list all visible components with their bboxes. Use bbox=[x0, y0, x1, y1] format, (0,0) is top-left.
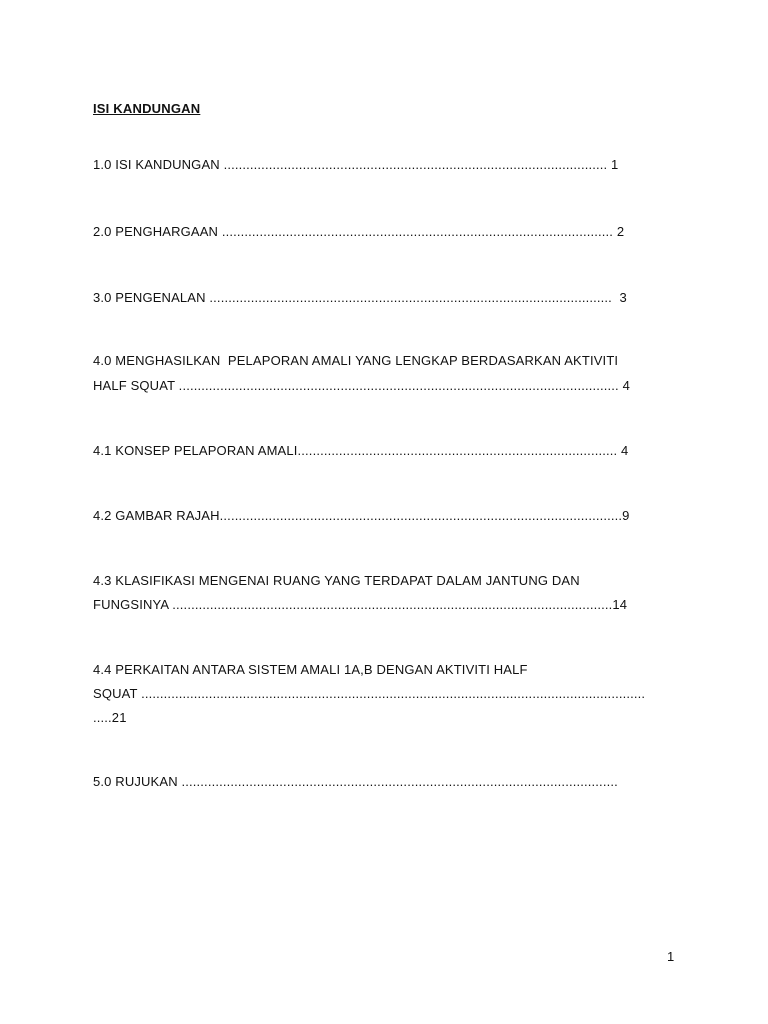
toc-entry-2-0: 2.0 PENGHARGAAN ........................................................................................................ 2 bbox=[93, 224, 625, 239]
toc-entry-4-0-line-2: HALF SQUAT ..................................................................................................................... 4 bbox=[93, 378, 630, 393]
toc-entry-4-2: 4.2 GAMBAR RAJAH...........................................................................................................9 bbox=[93, 508, 630, 523]
toc-entry-4-4-line-3: .....21 bbox=[93, 710, 127, 725]
toc-entry-4-4-line-1: 4.4 PERKAITAN ANTARA SISTEM AMALI 1A,B DENGAN AKTIVITI HALF bbox=[93, 662, 528, 677]
toc-entry-4-3-line-1: 4.3 KLASIFIKASI MENGENAI RUANG YANG TERDAPAT DALAM JANTUNG DAN bbox=[93, 573, 580, 588]
page-number: 1 bbox=[667, 949, 675, 964]
toc-entry-5-0: 5.0 RUJUKAN .................................................................................................................... bbox=[93, 774, 618, 789]
toc-entry-1-0: 1.0 ISI KANDUNGAN ...................................................................................................... 1 bbox=[93, 157, 619, 172]
toc-entry-4-3-line-2: FUNGSINYA .....................................................................................................................14 bbox=[93, 597, 628, 612]
toc-heading: ISI KANDUNGAN bbox=[93, 101, 201, 116]
toc-entry-4-4-line-2: SQUAT ...................................................................................................................................... bbox=[93, 686, 646, 701]
toc-entry-3-0: 3.0 PENGENALAN ........................................................................................................... 3 bbox=[93, 290, 627, 305]
toc-entry-4-1: 4.1 KONSEP PELAPORAN AMALI..................................................................................... 4 bbox=[93, 443, 629, 458]
toc-entry-4-0-line-1: 4.0 MENGHASILKAN PELAPORAN AMALI YANG LENGKAP BERDASARKAN AKTIVITI bbox=[93, 353, 619, 368]
